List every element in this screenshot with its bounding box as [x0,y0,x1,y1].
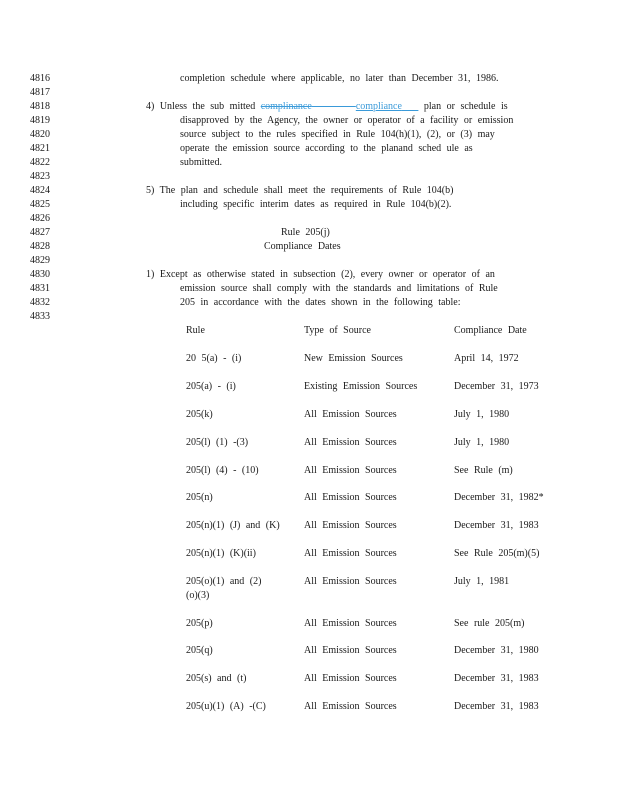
cell-rule: 205(k) [186,409,213,420]
line-number: 4823 [30,171,50,182]
line-number: 4816 [30,73,50,84]
cell-source: All Emission Sources [304,492,397,503]
line-number: 4822 [30,157,50,168]
cell-date: See rule 205(m) [454,618,525,629]
cell-date: December 31, 1980 [454,645,539,656]
item-4-line: operate the emission source according to the planand sched ule as [180,143,473,154]
line-number: 4830 [30,269,50,280]
cell-date: December 31, 1983 [454,701,539,712]
cell-date: See Rule 205(m)(5) [454,548,540,559]
rule-subheading: Compliance Dates [264,241,341,252]
cell-source: All Emission Sources [304,465,397,476]
cell-date: July 1, 1981 [454,576,510,587]
cell-rule: 205(p) [186,618,213,629]
item-1-line: 1) Except as otherwise stated in subsection (2), every owner or operator of an [146,269,495,280]
header-rule: Rule [186,325,205,336]
cell-date: December 31, 1973 [454,381,539,392]
cell-source: All Emission Sources [304,576,397,587]
cell-source: All Emission Sources [304,409,397,420]
line-number: 4824 [30,185,50,196]
rule-heading: Rule 205(j) [281,227,330,238]
cell-date: July 1, 1980 [454,437,510,448]
line-number: 4826 [30,213,50,224]
cell-rule: 205(l) (4) - (10) [186,465,259,476]
cell-rule: 205(n)(1) (K)(ii) [186,548,256,559]
item-4-prefix: 4) Unless the sub mitted [146,101,256,112]
cell-rule: 205(u)(1) (A) -(C) [186,701,266,712]
cell-source: All Emission Sources [304,548,397,559]
line-number: 4827 [30,227,50,238]
cell-rule: 205(s) and (t) [186,673,247,684]
line-number: 4825 [30,199,50,210]
cell-rule: 205(a) - (i) [186,381,236,392]
line-number: 4821 [30,143,50,154]
cell-date: December 31, 1983 [454,673,539,684]
cell-rule: 205(n) [186,492,213,503]
item-4-first-line [146,102,508,112]
item-4-line: submitted. [180,157,222,168]
cell-source: All Emission Sources [304,520,397,531]
cell-source: All Emission Sources [304,645,397,656]
cell-source: All Emission Sources [304,437,397,448]
line-number: 4818 [30,101,50,112]
intro-line: completion schedule where applicable, no later than December 31, 1986. [180,73,499,84]
cell-rule: 20 5(a) - (i) [186,353,242,364]
cell-date: July 1, 1980 [454,409,510,420]
line-number: 4831 [30,283,50,294]
cell-rule: 205(n)(1) (J) and (K) [186,520,280,531]
item-1-line: 205 in accordance with the dates shown in the following table: [180,297,461,308]
line-number: 4817 [30,87,50,98]
cell-date: April 14, 1972 [454,353,519,364]
header-compliance-date: Compliance Date [454,325,527,336]
line-number: 4829 [30,255,50,266]
cell-rule-continuation: (o)(3) [186,590,210,601]
header-type-of-source: Type of Source [304,325,371,336]
cell-date: December 31, 1982* [454,492,544,503]
item-1-line: emission source shall comply with the standards and limitations of Rule [180,283,498,294]
deleted-text: complinance [260,101,312,112]
cell-rule: 205(o)(1) and (2) [186,576,262,587]
line-number: 4820 [30,129,50,140]
cell-date: See Rule (m) [454,465,513,476]
item-5-line: including specific interim dates as required in Rule 104(b)(2). [180,199,452,210]
cell-source: Existing Emission Sources [304,381,418,392]
line-number: 4819 [30,115,50,126]
cell-source: All Emission Sources [304,701,397,712]
cell-rule: 205(q) [186,645,213,656]
cell-date: December 31, 1983 [454,520,539,531]
item-4-line: source subject to the rules specified in Rule 104(h)(1), (2), or (3) may [180,129,495,140]
cell-source: All Emission Sources [304,673,397,684]
cell-source: New Emission Sources [304,353,403,364]
line-number: 4833 [30,311,50,322]
cell-source: All Emission Sources [304,618,397,629]
cell-rule: 205(l) (1) -(3) [186,437,249,448]
line-number: 4832 [30,297,50,308]
item-4-line: disapproved by the Agency, the owner or operator of a facility or emission [180,115,514,126]
item-4-suffix: plan or schedule is [423,101,508,112]
item-5-line: 5) The plan and schedule shall meet the requirements of Rule 104(b) [146,185,454,196]
inserted-text: compliance [355,101,402,112]
line-number: 4828 [30,241,50,252]
